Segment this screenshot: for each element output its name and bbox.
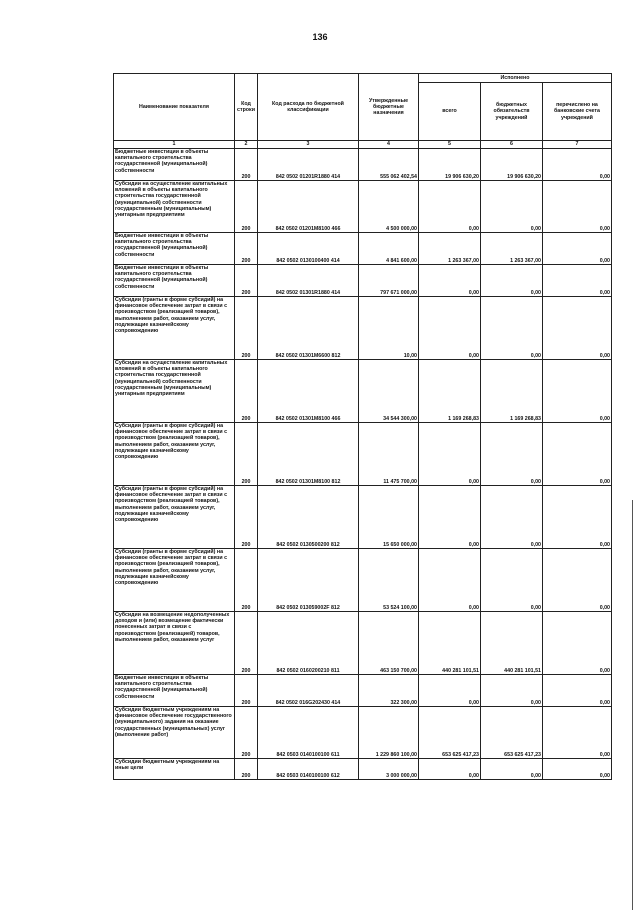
row-code-cell: 200 [235, 612, 258, 675]
row-name-cell: Субсидии (гранты в форме субсидий) на финансовое обеспечение затрат в связи с производством (реализацией товаров), выполнением работ, оказанием услуг, подлежащие казначейскому сопровождению [114, 549, 235, 612]
table-row [114, 707, 612, 759]
class-code-cell: 842 0502 01301M6600 812 [258, 297, 359, 360]
row-code-cell: 200 [235, 675, 258, 707]
class-code-cell: 842 0503 0140100100 611 [258, 707, 359, 759]
header-row-code: Код строки [235, 74, 258, 141]
row-code-cell: 200 [235, 233, 258, 265]
budget-obligations-cell: 0,00 [481, 549, 543, 612]
column-number: 4 [359, 141, 419, 149]
column-number: 2 [235, 141, 258, 149]
bank-transfer-cell: 0,00 [543, 675, 612, 707]
approved-cell: 3 000 000,00 [359, 759, 419, 780]
approved-cell: 11 475 700,00 [359, 423, 419, 486]
row-name-cell: Субсидии (гранты в форме субсидий) на финансовое обеспечение затрат в связи с производством (реализацией товаров), выполнением работ, оказанием услуг, подлежащие казначейскому сопровождению [114, 486, 235, 549]
executed-total-cell: 0,00 [419, 759, 481, 780]
bank-transfer-cell: 0,00 [543, 759, 612, 780]
class-code-cell: 842 0502 01201R1880 414 [258, 149, 359, 181]
table-row [114, 612, 612, 675]
executed-total-cell: 0,00 [419, 675, 481, 707]
header-approved: Утвержденные бюджетные назначения [359, 74, 419, 141]
bank-transfer-cell: 0,00 [543, 612, 612, 675]
row-code-cell: 200 [235, 360, 258, 423]
approved-cell: 15 650 000,00 [359, 486, 419, 549]
row-name-cell: Субсидии на осуществление капитальных вложений в объекты капитального строительства государственной (муниципальной) собственности государственным (муниципальным) унитарным предприятиям [114, 181, 235, 233]
row-code-cell: 200 [235, 423, 258, 486]
budget-obligations-cell: 440 281 101,51 [481, 612, 543, 675]
header-executed: Исполнено [419, 74, 612, 83]
header-class-code: Код расхода по бюджетной классификации [258, 74, 359, 141]
budget-obligations-cell: 0,00 [481, 486, 543, 549]
bank-transfer-cell: 0,00 [543, 423, 612, 486]
class-code-cell: 842 0502 01201M8100 466 [258, 181, 359, 233]
table-row [114, 675, 612, 707]
executed-total-cell: 0,00 [419, 265, 481, 297]
table-row [114, 181, 612, 233]
header-name: Наименование показателя [114, 74, 235, 141]
approved-cell: 555 062 402,54 [359, 149, 419, 181]
report-table [113, 73, 612, 780]
table-row [114, 360, 612, 423]
budget-obligations-cell: 653 625 417,23 [481, 707, 543, 759]
table-row [114, 549, 612, 612]
bank-transfer-cell: 0,00 [543, 549, 612, 612]
row-name-cell: Субсидии (гранты в форме субсидий) на финансовое обеспечение затрат в связи с производством (реализацией товаров), выполнением работ, оказанием услуг, подлежащие казначейскому сопровождению [114, 423, 235, 486]
header-bank-accounts: перечислено на банковские счета учреждений [543, 83, 612, 141]
row-name-cell: Субсидии бюджетным учреждениям на иные цели [114, 759, 235, 780]
executed-total-cell: 440 281 101,51 [419, 612, 481, 675]
scan-edge-line [632, 500, 633, 910]
row-code-cell: 200 [235, 759, 258, 780]
class-code-cell: 842 0502 0160200210 811 [258, 612, 359, 675]
budget-obligations-cell: 0,00 [481, 423, 543, 486]
budget-obligations-cell: 0,00 [481, 181, 543, 233]
bank-transfer-cell: 0,00 [543, 233, 612, 265]
bank-transfer-cell: 0,00 [543, 360, 612, 423]
table-row [114, 759, 612, 780]
executed-total-cell: 1 263 367,00 [419, 233, 481, 265]
column-number: 6 [481, 141, 543, 149]
row-name-cell: Субсидии бюджетным учреждениям на финансовое обеспечение государственного (муниципального) задания на оказание государственных (муниципальных) услуг (выполнение работ) [114, 707, 235, 759]
page-number: 136 [312, 32, 328, 42]
budget-obligations-cell: 0,00 [481, 297, 543, 360]
bank-transfer-cell: 0,00 [543, 181, 612, 233]
class-code-cell: 842 0502 01301M8100 466 [258, 360, 359, 423]
row-name-cell: Бюджетные инвестиции в объекты капитального строительства государственной (муниципальной) собственности [114, 675, 235, 707]
bank-transfer-cell: 0,00 [543, 707, 612, 759]
bank-transfer-cell: 0,00 [543, 297, 612, 360]
row-code-cell: 200 [235, 265, 258, 297]
class-code-cell: 842 0502 013059002F 812 [258, 549, 359, 612]
approved-cell: 322 300,00 [359, 675, 419, 707]
row-name-cell: Субсидии на возмещение недополученных доходов и (или) возмещение фактически понесенных затрат в связи с производством (реализацией) товаров, выполнением работ, оказанием услуг [114, 612, 235, 675]
row-name-cell: Бюджетные инвестиции в объекты капитального строительства государственной (муниципальной) собственности [114, 149, 235, 181]
table-row [114, 486, 612, 549]
class-code-cell: 842 0502 01301M8100 812 [258, 423, 359, 486]
header-budget-inst: бюджетных обязательств учреждений [481, 83, 543, 141]
row-code-cell: 200 [235, 549, 258, 612]
column-number: 7 [543, 141, 612, 149]
approved-cell: 463 150 700,00 [359, 612, 419, 675]
column-number: 3 [258, 141, 359, 149]
approved-cell: 4 841 600,00 [359, 233, 419, 265]
bank-transfer-cell: 0,00 [543, 265, 612, 297]
class-code-cell: 842 0502 0130500200 812 [258, 486, 359, 549]
approved-cell: 4 500 000,00 [359, 181, 419, 233]
approved-cell: 10,00 [359, 297, 419, 360]
executed-total-cell: 0,00 [419, 549, 481, 612]
class-code-cell: 842 0502 016G202430 414 [258, 675, 359, 707]
class-code-cell: 842 0502 0130100400 414 [258, 233, 359, 265]
row-name-cell: Бюджетные инвестиции в объекты капитального строительства государственной (муниципальной) собственности [114, 265, 235, 297]
row-code-cell: 200 [235, 486, 258, 549]
executed-total-cell: 19 906 630,20 [419, 149, 481, 181]
class-code-cell: 842 0503 0140100100 612 [258, 759, 359, 780]
executed-total-cell: 653 625 417,23 [419, 707, 481, 759]
budget-obligations-cell: 1 263 367,00 [481, 233, 543, 265]
table-row [114, 297, 612, 360]
row-code-cell: 200 [235, 297, 258, 360]
budget-obligations-cell: 0,00 [481, 265, 543, 297]
bank-transfer-cell: 0,00 [543, 486, 612, 549]
budget-obligations-cell: 19 906 630,20 [481, 149, 543, 181]
table-row [114, 233, 612, 265]
approved-cell: 53 524 100,00 [359, 549, 419, 612]
row-code-cell: 200 [235, 707, 258, 759]
approved-cell: 1 229 860 100,00 [359, 707, 419, 759]
executed-total-cell: 0,00 [419, 486, 481, 549]
executed-total-cell: 1 169 268,83 [419, 360, 481, 423]
row-name-cell: Субсидии на осуществление капитальных вложений в объекты капитального строительства государственной (муниципальной) собственности государственным (муниципальным) унитарным предприятиям [114, 360, 235, 423]
table-row [114, 265, 612, 297]
bank-transfer-cell: 0,00 [543, 149, 612, 181]
column-number: 1 [114, 141, 235, 149]
executed-total-cell: 0,00 [419, 297, 481, 360]
column-number: 5 [419, 141, 481, 149]
budget-obligations-cell: 0,00 [481, 675, 543, 707]
table-row [114, 423, 612, 486]
approved-cell: 34 544 300,00 [359, 360, 419, 423]
table-row [114, 149, 612, 181]
row-code-cell: 200 [235, 181, 258, 233]
header-total: всего [419, 83, 481, 141]
executed-total-cell: 0,00 [419, 423, 481, 486]
row-name-cell: Субсидии (гранты в форме субсидий) на финансовое обеспечение затрат в связи с производством (реализацией товаров), выполнением работ, оказанием услуг, подлежащие казначейскому сопровождению [114, 297, 235, 360]
budget-obligations-cell: 1 169 268,83 [481, 360, 543, 423]
executed-total-cell: 0,00 [419, 181, 481, 233]
table-body [114, 149, 612, 780]
column-numbers-row [114, 141, 612, 149]
row-name-cell: Бюджетные инвестиции в объекты капитального строительства государственной (муниципальной) собственности [114, 233, 235, 265]
row-code-cell: 200 [235, 149, 258, 181]
budget-obligations-cell: 0,00 [481, 759, 543, 780]
approved-cell: 797 671 000,00 [359, 265, 419, 297]
class-code-cell: 842 0502 01301R1880 414 [258, 265, 359, 297]
